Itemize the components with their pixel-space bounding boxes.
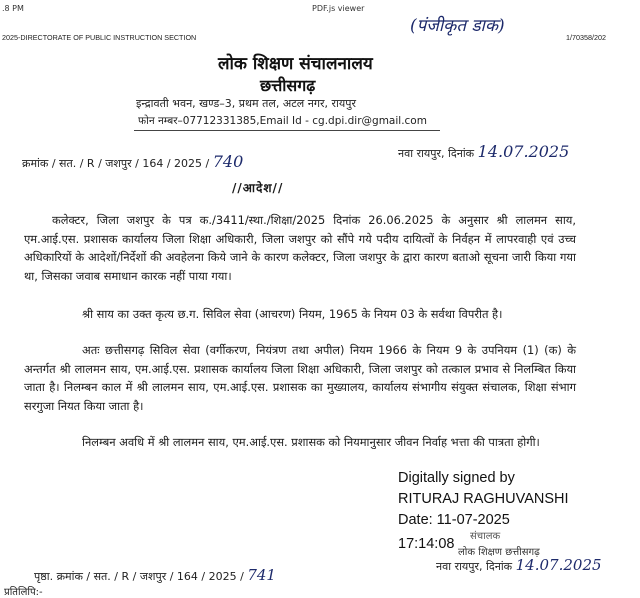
endorsement-number <box>34 566 276 584</box>
paragraph-3: अतः छत्तीसगढ़ सिविल सेवा (वर्गीकरण, नियंत्रण तथा अपील) नियम 1966 के नियम 9 के उपनियम (1) (क) के अन्तर्गत श्री लालमन साय, एम.आई.एस. प्रशासक कार्यालय जिला शिक्षा अधिकारी, जिला जशपुर को तत्काल प्रभाव से निलम्बित किया जाता है। निलम्बन काल में श्री लालमन साय, एम.आई.एस. प्रशासक का मुख्यालय, कार्यालय संभागीय संयुक्त संचालक, शिक्षा संभाग सरगुजा नियत किया जाता है। <box>24 343 576 413</box>
copy-to-label: प्रतिलिपि:- <box>4 587 43 598</box>
order-heading: //आदेश// <box>232 181 284 195</box>
signature-line-3: Date: 11-07-2025 <box>398 512 510 528</box>
order-number-printed: क्रमांक / सत. / R / जशपुर / 164 / 2025 / <box>22 157 210 170</box>
order-date <box>398 142 569 161</box>
endorsement-number-printed: पृष्ठा. क्रमांक / सत. / R / जशपुर / 164 / 2025 / <box>34 570 244 583</box>
endorsement-date-handwritten: 14.07.2025 <box>515 556 602 574</box>
paragraph-1: कलेक्टर, जिला जशपुर के पत्र क./3411/स्था./शिक्षा/2025 दिनांक 26.06.2025 के अनुसार श्री लालमन साय, एम.आई.एस. प्रशासक कार्यालय जिला शिक्षा अधिकारी, जिला जशपुर को सौंपे गये पदीय दायित्वों के निर्वहन में लापरवाही एवं उच्च अधिकारियों के आदेशों/निर्देशों की अवहेलना किये जाने के कारण कलेक्टर, जिला जशपुर के द्वारा कारण बताओ सूचना जारी किया गया था, जिसका जवाब समाधान कारक नहीं पाया गया। <box>24 213 576 283</box>
paragraph-4: निलम्बन अवधि में श्री लालमन साय, एम.आई.एस. प्रशासक को नियमानुसार जीवन निर्वाह भत्ता की पात्रता होगी। <box>82 435 540 449</box>
order-date-handwritten: 14.07.2025 <box>477 142 570 161</box>
state-name: छत्तीसगढ़ <box>260 76 316 95</box>
viewer-title: PDF.js viewer <box>312 4 365 13</box>
signature-line-2: RITURAJ RAGHUVANSHI <box>398 491 569 507</box>
order-number <box>22 152 243 171</box>
office-fragment: लोक शिक्षण छत्तीसगढ़ <box>458 547 540 558</box>
header-divider <box>134 130 440 131</box>
handwritten-tag: (पंजीकृत डाक) <box>410 16 505 36</box>
order-date-printed: नवा रायपुर, दिनांक <box>398 147 475 160</box>
endorsement-number-handwritten: 741 <box>247 566 276 584</box>
paragraph-2: श्री साय का उक्त कृत्य छ.ग. सिविल सेवा (आचरण) नियम, 1965 के नियम 03 के सर्वथा विपरीत है। <box>82 307 503 321</box>
signature-line-4: 17:14:08 <box>398 536 455 552</box>
signature-line-1: Digitally signed by <box>398 470 515 486</box>
viewer-time: .8 PM <box>2 4 24 13</box>
designation-fragment: संचालक <box>470 531 501 542</box>
order-number-handwritten: 740 <box>212 152 244 171</box>
office-name: लोक शिक्षण संचालनालय <box>218 54 373 74</box>
office-address: इन्द्रावती भवन, खण्ड–3, प्रथम तल, अटल नगर, रायपुर <box>136 97 357 110</box>
section-line: 2025-DIRECTORATE OF PUBLIC INSTRUCTION SECTION <box>2 33 197 42</box>
endorsement-date-printed: नवा रायपुर, दिनांक <box>436 560 513 573</box>
file-number-fragment: 1/70358/202 <box>566 33 606 42</box>
office-contact: फोन नम्बर–07712331385,Email Id - cg.dpi.dir@gmail.com <box>138 115 427 127</box>
endorsement-date <box>436 556 602 574</box>
